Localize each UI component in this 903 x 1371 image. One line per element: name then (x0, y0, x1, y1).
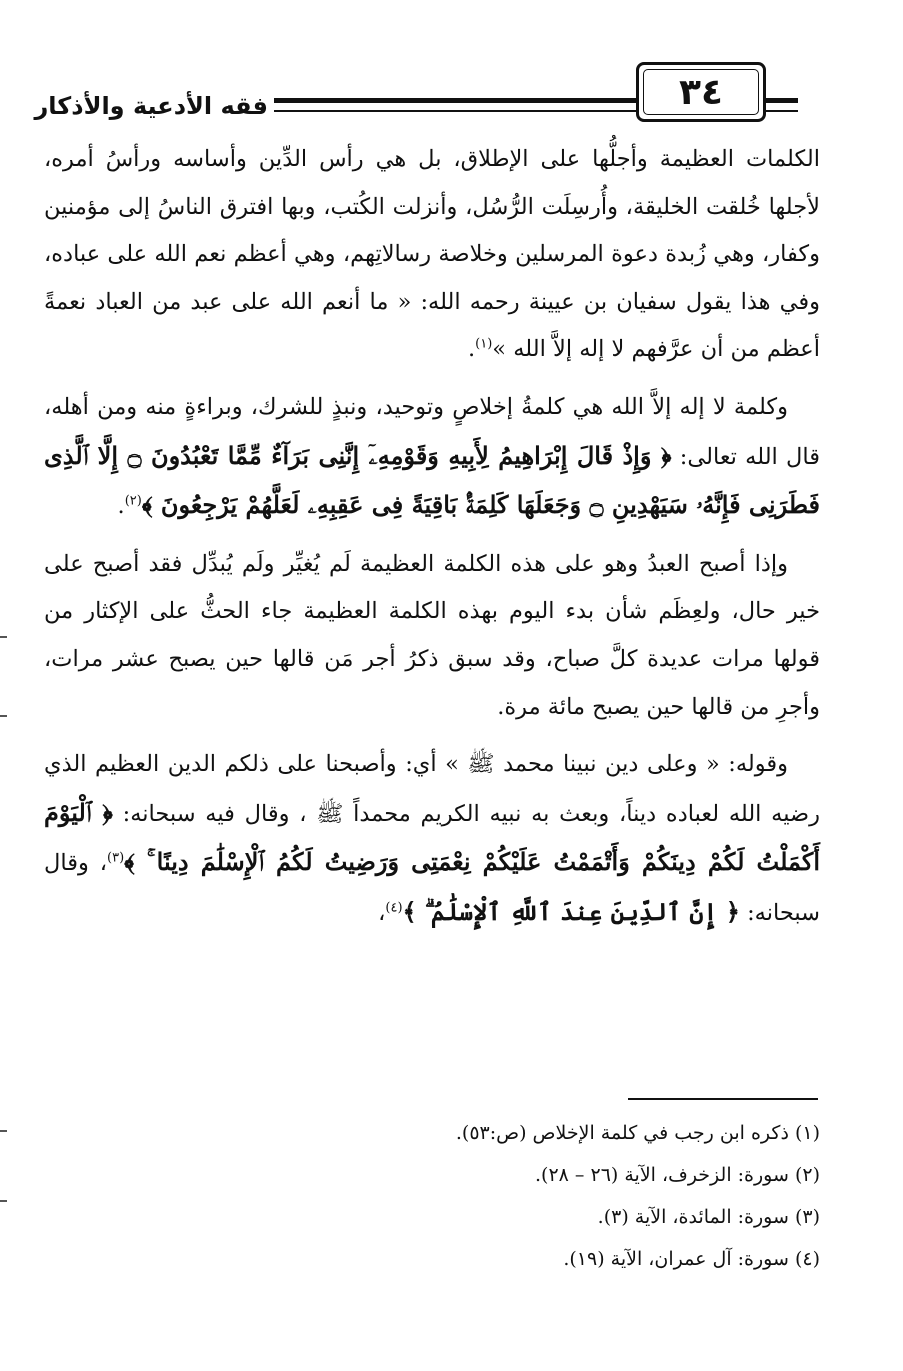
paragraph-1-text: الكلمات العظيمة وأجلُّها على الإطلاق، بل هي رأس الدِّين وأساسه ورأسُ أمره، لأجلها خُلقت الخليقة، وأُرسِلَت الرُّسُل، وأنزلت الكُتب، وبها افترق الناسُ إلى مؤمنين وكفار، وهي زُبدة دعوة المرسلين وخلاصة رسالاتِهم، وهي أعظم نعم الله على عباده، وفي هذا يقول سفيان بن عيينة رحمه الله: « ما أنعم الله على عبد من العباد نعمةً أعظم من أن عرَّفهم لا إله إلاَّ الله » (44, 146, 820, 363)
scan-edge-mark (0, 715, 7, 717)
footnote-3: (٣) سورة: المائدة، الآية (٣). (597, 1206, 820, 1228)
footnote-separator (628, 1098, 818, 1100)
paragraph-3: وإذا أصبح العبدُ وهو على هذه الكلمة العظيمة لَم يُغيِّر ولَم يُبدِّل فقد أصبح على خير حال، ولعِظَم شأن بدء اليوم بهذه الكلمة العظيمة جاء الحثُّ على الإكثار من قولها مرات عديدة كلَّ صباح، وقد سبق ذكرُ أجر مَن قالها حين يصبح عشر مرات، وأجرِ من قالها حين يصبح مائة مرة. (44, 550, 820, 720)
paragraph-4 (44, 741, 820, 937)
footnote-1: (١) ذكره ابن رجب في كلمة الإخلاص (ص:٥٣). (455, 1122, 820, 1144)
paragraph-1-end: . (468, 336, 476, 363)
scan-edge-mark (0, 1200, 7, 1202)
book-title: فقه الأدعية والأذكار (34, 92, 268, 120)
paragraph-2 (44, 384, 820, 531)
page-number: ٣٤ (679, 71, 723, 113)
paragraph-2-end: . (117, 493, 125, 520)
paragraph-4-end: ، (378, 899, 386, 926)
footnote-ref-4: (٤) (385, 900, 403, 916)
page-header (34, 62, 808, 132)
footnote-ref-1: (١) (475, 336, 493, 352)
header-rule-left (274, 98, 672, 112)
quran-verse-al-imran: ﴿ إِنَّ ٱلدِّينَ عِندَ ٱللَّهِ ٱلْإِسْلَٰمُ ۗ ﴾ (402, 896, 740, 926)
paragraph-4-mid: ، وقال سبحانه: (44, 850, 820, 926)
scan-edge-mark (0, 1130, 7, 1132)
footnote-ref-3: (٣) (107, 850, 125, 866)
footnote-2: (٢) سورة: الزخرف، الآية (٢٦ – ٢٨). (535, 1164, 820, 1186)
footnotes (44, 1112, 820, 1280)
paragraph-1 (44, 136, 820, 374)
page-number-frame (636, 62, 766, 122)
quran-verse-zukhruf: ﴿ وَإِذْ قَالَ إِبْرَاهِيمُ لِأَبِيهِ وَقَوْمِهِۦٓ إِنَّنِى بَرَآءٌ مِّمَّا تَعْبُدُونَ ۝ إِلَّا ٱلَّذِى فَطَرَنِى فَإِنَّهُۥ سَيَهْدِينِ ۝ وَجَعَلَهَا كَلِمَةًۢ بَاقِيَةً فِى عَقِبِهِۦ لَعَلَّهُمْ يَرْجِعُونَ ﴾ (44, 440, 820, 520)
footnote-4: (٤) سورة: آل عمران، الآية (١٩). (563, 1248, 820, 1270)
paragraph-4-text: وقوله: « وعلى دين نبينا محمد ﷺ » أي: وأصبحنا على ذلكم الدين العظيم الذي رضيه الله لعباده ديناً، وبعث به نبيه الكريم محمداً ﷺ ، وقال فيه سبحانه: (44, 751, 820, 827)
scan-edge-mark (0, 636, 7, 638)
main-text (44, 136, 820, 938)
paragraph-2-text: وكلمة لا إله إلاَّ الله هي كلمةُ إخلاصٍ وتوحيد، ونبذٍ للشرك، وبراءةٍ منه ومن أهله، قال الله تعالى: (44, 393, 821, 470)
quran-verse-maidah: ﴿ ٱلْيَوْمَ أَكْمَلْتُ لَكُمْ دِينَكُمْ وَأَتْمَمْتُ عَلَيْكُمْ نِعْمَتِى وَرَضِيتُ لَكُمُ ٱلْإِسْلَٰمَ دِينًا ۚ ﴾ (44, 797, 820, 877)
footnote-ref-2: (٢) (124, 493, 142, 509)
